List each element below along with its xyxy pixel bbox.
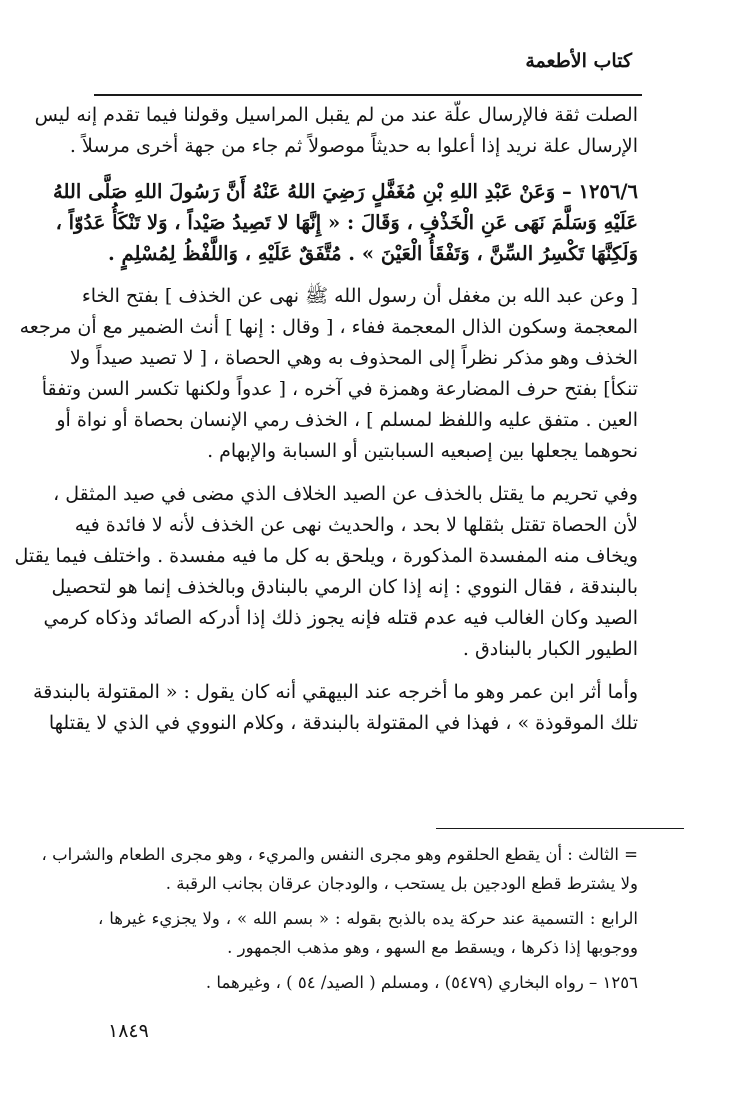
text-line: تنكأ] بفتح حرف المضارعة وهمزة في آخره ، [ عدواً ولكنها تكسر السن وتفقأ: [41, 378, 638, 400]
footnote-line: = الثالث : أن يقطع الحلقوم وهو مجرى النفس والمريء ، وهو مجرى الطعام والشراب ،: [41, 845, 638, 864]
footnote-line: ووجوبها إذا ذكرها ، ويسقط مع السهو ، وهو مذهب الجمهور .: [227, 938, 638, 957]
text-line: وأما أثر ابن عمر وهو ما أخرجه عند البيهقي أنه كان يقول : « المقتولة بالبندقة: [33, 681, 638, 703]
footnote: [98, 904, 638, 962]
commentary-paragraph: [14, 479, 638, 665]
hadith-line: وَلَكِنَّهَا تَكْسِرُ السِّنَّ ، وَتَفْقَأُ الْعَيْنَ » . مُتَّفَقٌ عَلَيْهِ ، وَاللَّفْظُ لِمُسْلِمٍ .: [107, 242, 638, 265]
hadith-line: ١٢٥٦/٦ – وَعَنْ عَبْدِ اللهِ بْنِ مُغَفَّلٍ رَضِيَ اللهُ عَنْهُ أَنَّ رَسُولَ اللهِ صَلَّى اللهُ: [53, 180, 638, 203]
paragraph-continuation: [34, 100, 638, 162]
footnote: [41, 840, 638, 898]
footnote-line: الرابع : التسمية عند حركة يده بالذبح بقوله : « بسم الله » ، ولا يجزيء غيرها ،: [98, 909, 638, 928]
text-line: الصلت ثقة فالإرسال علّة عند من لم يقبل المراسيل وقولنا فيما تقدم إنه ليس: [34, 104, 638, 126]
text-line: وفي تحريم ما يقتل بالخذف عن الصيد الخلاف الذي مضى في صيد المثقل ،: [53, 483, 638, 505]
hadith-text: [53, 176, 638, 269]
commentary-paragraph: [33, 677, 638, 739]
text-line: الطيور الكبار بالبنادق .: [462, 638, 638, 660]
footnotes: [41, 840, 638, 1003]
text-line: ويخاف منه المفسدة المذكورة ، ويلحق به كل ما فيه مفسدة . واختلف فيما يقتل: [14, 545, 638, 567]
text-line: الصيد وكان الغالب فيه عدم قتله فإنه يجوز ذلك إذا أدركه الصائد وذكاه كرمي: [43, 607, 638, 629]
text-line: لأن الحصاة تقتل بثقلها لا بحد ، والحديث نهى عن الخذف لأنه لا فائدة فيه: [74, 514, 638, 536]
commentary-paragraph: [19, 281, 638, 467]
text-line: بالبندقة ، فقال النووي : إنه إذا كان الرمي بالبنادق وبالخذف إنما هو لتحصيل: [51, 576, 638, 598]
footnote: [98, 968, 638, 997]
text-line: تلك الموقوذة » ، فهذا في المقتولة بالبندقة ، وكلام النووي في الذي لا يقتلها: [48, 712, 638, 734]
footnote-separator: [436, 828, 684, 829]
main-text: [14, 100, 638, 751]
text-line: [ وعن عبد الله بن مغفل أن رسول الله ﷺ نهى عن الخذف ] بفتح الخاء: [81, 285, 638, 307]
text-line: الخذف وهو مذكر نظراً إلى المحذوف به وهي الحصاة ، [ لا تصيد صيداً ولا: [70, 347, 638, 369]
footnote-line: ١٢٥٦ – رواه البخاري (٥٤٧٩) ، ومسلم ( الصيد/ ٥٤ ) ، وغيرهما .: [205, 973, 638, 992]
text-line: العين . متفق عليه واللفظ لمسلم ] ، الخذف رمي الإنسان بحصاة أو نواة أو: [56, 409, 638, 431]
text-line: نحوهما يجعلها بين إصبعيه السبابتين أو السبابة والإبهام .: [207, 440, 638, 462]
running-title: كتاب الأطعمة: [525, 50, 632, 72]
footnote-line: ولا يشترط قطع الودجين بل يستحب ، والودجان عرقان بجانب الرقبة .: [165, 874, 638, 893]
text-line: الإرسال علة نريد إذا أعلوا به حديثاً موصولاً ثم جاء من جهة أخرى مرسلاً .: [69, 135, 638, 157]
header-rule: [94, 94, 642, 96]
page-number: ١٨٤٩: [108, 1020, 149, 1042]
hadith-line: عَلَيْهِ وَسَلَّمَ نَهَى عَنِ الْخَذْفِ ، وَقَالَ : « إِنَّهَا لا تَصِيدُ صَيْداً ، وَلا تَنْكَأُ عَدُوّاً ،: [55, 211, 638, 234]
text-line: المعجمة وسكون الذال المعجمة ففاء ، [ وقال : إنها ] أنث الضمير مع أن مرجعه: [19, 316, 638, 338]
